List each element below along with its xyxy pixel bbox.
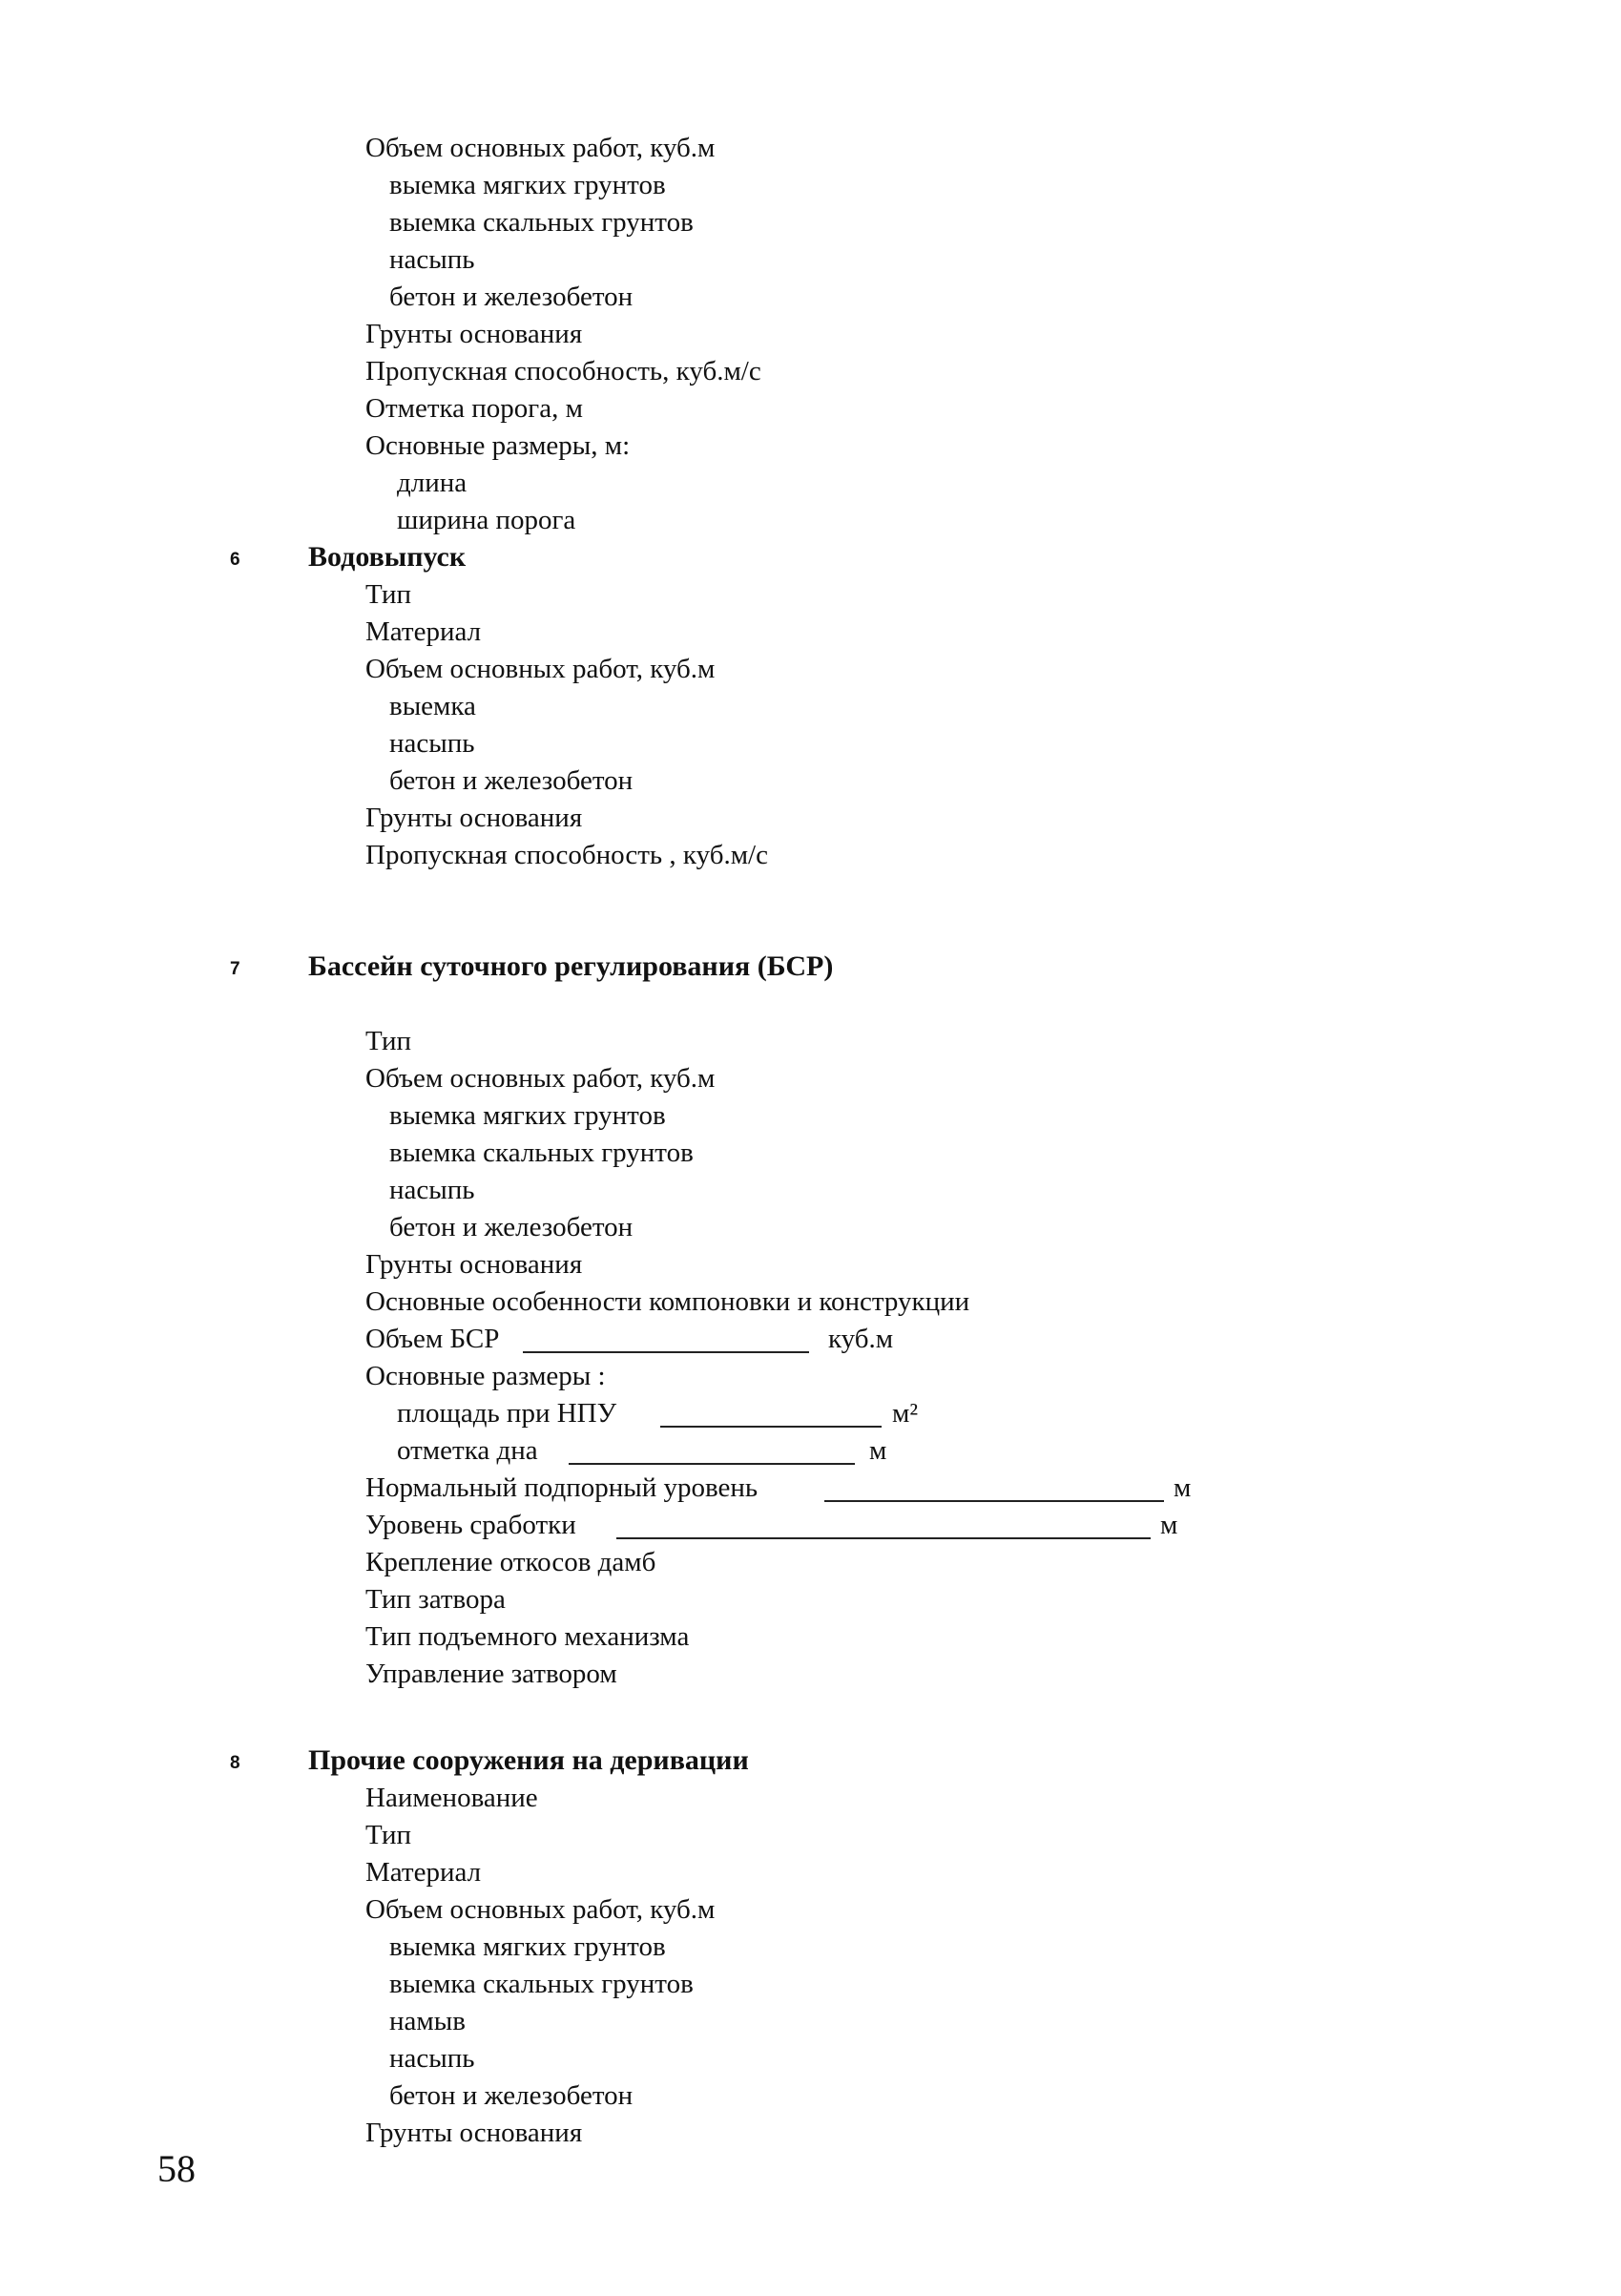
s8-item-rock-excavation: выемка скальных грунтов bbox=[389, 1969, 694, 1999]
top-item-fill: насыпь bbox=[389, 244, 475, 275]
top-item-sill-elevation: Отметка порога, м bbox=[365, 393, 583, 424]
s7-volume-unit: куб.м bbox=[828, 1324, 894, 1354]
s7-area-label: площадь при НПУ bbox=[397, 1398, 617, 1429]
section-8-number: 8 bbox=[230, 1753, 240, 1773]
s7-item-gate-type: Тип затвора bbox=[365, 1584, 506, 1615]
s7-drawdown-label: Уровень сработки bbox=[365, 1510, 576, 1540]
s7-item-gate-control: Управление затвором bbox=[365, 1659, 617, 1689]
section-6-number: 6 bbox=[230, 550, 240, 570]
s7-item-concrete: бетон и железобетон bbox=[389, 1212, 634, 1242]
s7-volume-label: Объем БСР bbox=[365, 1324, 500, 1354]
section-7-number: 7 bbox=[230, 959, 240, 979]
s8-item-hydraulic-fill: намыв bbox=[389, 2006, 466, 2036]
s7-area-fill-line bbox=[660, 1426, 882, 1428]
s8-item-volume: Объем основных работ, куб.м bbox=[365, 1894, 716, 1925]
s8-item-soft-excavation: выемка мягких грунтов bbox=[389, 1931, 666, 1962]
section-7-title: Бассейн суточного регулирования (БСР) bbox=[308, 950, 834, 982]
s7-drawdown-fill-line bbox=[616, 1537, 1151, 1539]
s6-item-excavation: выемка bbox=[389, 691, 476, 721]
s7-item-fill: насыпь bbox=[389, 1175, 475, 1205]
s6-item-fill: насыпь bbox=[389, 728, 475, 759]
top-item-rock-excavation: выемка скальных грунтов bbox=[389, 207, 694, 238]
s8-item-fill: насыпь bbox=[389, 2043, 475, 2074]
s7-bottom-unit: м bbox=[869, 1435, 887, 1466]
top-item-capacity: Пропускная способность, куб.м/с bbox=[365, 356, 761, 386]
s7-item-rock-excavation: выемка скальных грунтов bbox=[389, 1138, 694, 1168]
s6-item-concrete: бетон и железобетон bbox=[389, 765, 634, 796]
page-number: 58 bbox=[157, 2147, 196, 2190]
s7-bottom-fill-line bbox=[569, 1463, 855, 1465]
s7-npu-unit: м bbox=[1174, 1472, 1192, 1503]
top-item-main-dimensions: Основные размеры, м: bbox=[365, 430, 631, 461]
s8-item-soils: Грунты основания bbox=[365, 2118, 583, 2148]
top-item-soft-excavation: выемка мягких грунтов bbox=[389, 170, 666, 200]
s6-item-capacity: Пропускная способность , куб.м/с bbox=[365, 840, 768, 870]
s7-area-unit: м² bbox=[892, 1398, 919, 1429]
top-item-length: длина bbox=[397, 468, 468, 498]
top-item-soils: Грунты основания bbox=[365, 319, 583, 349]
s7-npu-fill-line bbox=[824, 1500, 1164, 1502]
top-item-concrete: бетон и железобетон bbox=[389, 282, 634, 312]
s7-item-type: Тип bbox=[365, 1026, 412, 1056]
s6-item-volume: Объем основных работ, куб.м bbox=[365, 654, 716, 684]
s8-item-concrete: бетон и железобетон bbox=[389, 2080, 634, 2111]
top-item-volume: Объем основных работ, куб.м bbox=[365, 133, 716, 163]
s7-item-soils: Грунты основания bbox=[365, 1249, 583, 1280]
s7-bottom-label: отметка дна bbox=[397, 1435, 538, 1466]
section-8-title: Прочие сооружения на деривации bbox=[308, 1744, 749, 1776]
s8-item-name: Наименование bbox=[365, 1783, 538, 1813]
section-6-title: Водовыпуск bbox=[308, 541, 467, 573]
s8-item-material: Материал bbox=[365, 1857, 482, 1888]
s7-volume-fill-line bbox=[523, 1351, 809, 1353]
top-item-sill-width: ширина порога bbox=[397, 505, 576, 535]
s7-item-volume: Объем основных работ, куб.м bbox=[365, 1063, 716, 1094]
s6-item-type: Тип bbox=[365, 579, 412, 610]
s7-drawdown-unit: м bbox=[1160, 1510, 1178, 1540]
s7-item-hoist-type: Тип подъемного механизма bbox=[365, 1621, 690, 1652]
s6-item-material: Материал bbox=[365, 616, 482, 647]
s7-item-slope-protection: Крепление откосов дамб bbox=[365, 1547, 656, 1577]
s8-item-type: Тип bbox=[365, 1820, 412, 1850]
s7-sizes-label: Основные размеры : bbox=[365, 1361, 606, 1391]
s7-item-soft-excavation: выемка мягких грунтов bbox=[389, 1100, 666, 1131]
s7-item-layout-features: Основные особенности компоновки и конструкции bbox=[365, 1286, 970, 1317]
s6-item-soils: Грунты основания bbox=[365, 803, 583, 833]
s7-npu-label: Нормальный подпорный уровень bbox=[365, 1472, 759, 1503]
